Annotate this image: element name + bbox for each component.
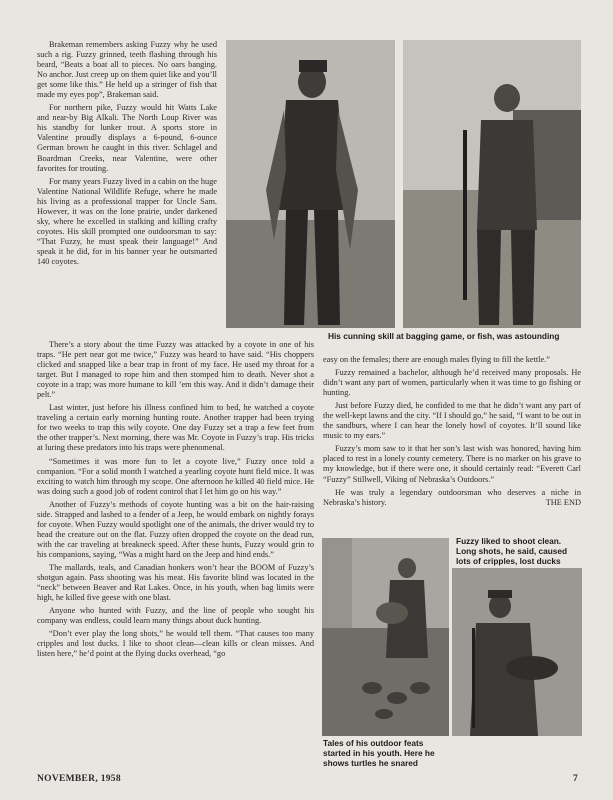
article-column-main (37, 340, 314, 662)
paragraph-text: He was truly a legendary outdoorsman who deserves a niche in Nebraska’s history. (323, 487, 581, 507)
paragraph: For northern pike, Fuzzy would hit Watts Lake and near-by Big Alkali. The North Loup River was his standby for lunker trout. A sports store in Valentine proudly displays a 6-pound, 6-ounce German brown he caught in this river. Schlagel and Boardman Creeks, near Valentine, were other favorites for trouting. (37, 103, 217, 173)
paragraph: There’s a story about the time Fuzzy was attacked by a coyote in one of his traps. “He pert near got me twice,” Fuzzy was heard to have said. “His choppers clicked and snapped like a bear trap in front of my face. He used my throat for a target. But I managed to rope him and then stomped him to death. Never shot a coyote in a trap; was more humane to kill ’em this way. And it didn’t damage their pelt.” (37, 340, 314, 400)
article-column-left (37, 40, 217, 270)
photo-turtles (322, 538, 449, 736)
article-column-right (323, 355, 581, 511)
paragraph: “Don’t ever play the long shots,” he would tell them. “That causes too many cripples and lost ducks. I like to shoot clean—clean kills or clean misses. And listen here,” he’d point at the flying ducks overhead, “go (37, 629, 314, 659)
page-number: 7 (573, 774, 579, 784)
caption-top: His cunning skill at bagging game, or fish, was astounding (328, 331, 560, 341)
caption-right: Fuzzy liked to shoot clean. Long shots, he said, caused lots of cripples, lost ducks (456, 536, 568, 566)
paragraph: Just before Fuzzy died, he confided to me that he didn’t want any part of the well-kept lawns and the city. “If I should go,” he said, “I want to be out in the sandburs, where I can hear the lonely howl of coyotes. It’ll sound like music to my ears.” (323, 401, 581, 441)
paragraph: Brakeman remembers asking Fuzzy why he used such a rig. Fuzzy grinned, teeth flashing through his beard, “Beats a boat all to pieces. No oars banging. No anchor. Just creep up on them quiet like and you’ll get some like this.” He held up a stringer of fish that made my eyes pop”, Brakeman said. (37, 40, 217, 100)
caption-left: Tales of his outdoor feats started in his youth. Here he shows turtles he snared (323, 738, 435, 768)
photo-hunter-with-gun (403, 40, 581, 328)
the-end-mark: THE END (545, 497, 581, 507)
paragraph: Anyone who hunted with Fuzzy, and the line of people who sought his company was endless, could learn many things about duck hunting. (37, 606, 314, 626)
paragraph: Another of Fuzzy’s methods of coyote hunting was a bit on the hair-raising side. Strapped and lashed to a fender of a Jeep, he would embark on nightly forays for coyote. When Fuzzy would spotlight one of the animals, the driver would try to head the creature out on the flat. Fuzzy often dropped the coyote on the dead run, with the car traveling at breakneck speed. After these hunts, Fuzzy would grin to his companions, saying, “Was a might hard on the Jeep and hind ends.” (37, 499, 314, 559)
paragraph (323, 488, 581, 508)
paragraph: “Sometimes it was more fun to let a coyote live,” Fuzzy once told a companion. “For a solid month I watched a yearling coyote hunt field mice. It was exciting to watch him through my scope. One afternoon he killed 40 field mice. He was doing such a good job of rodent control that I let him go on his way.” (37, 456, 314, 496)
photo-fish-stringer (226, 40, 395, 328)
paragraph: Fuzzy remained a bachelor, although he’d received many proposals. He didn’t want any part of women, particularly when it was time to go fishing or hunting. (323, 368, 581, 398)
paragraph: Last winter, just before his illness confined him to bed, he watched a coyote traveling a certain early morning hunting route. Another trapper had been trying for two weeks to trap this wily coyote. One day Fuzzy set a trap a few feet from the other trapper’s. Next morning, there was Mr. Coyote in Fuzzy’s trap. His tricks at luring these predators into his traps were phenomenal. (37, 403, 314, 453)
paragraph: The mallards, teals, and Canadian honkers won’t hear the BOOM of Fuzzy’s shotgun again. Pass shooting was his meat. His favorite blind was located in the “neck” between Beaver and Rat Lakes. Once, in his youth, when bag limits were high, he killed five geese with one blast. (37, 562, 314, 603)
issue-date: NOVEMBER, 1958 (37, 774, 121, 784)
photo-ducks (452, 568, 582, 736)
paragraph: Fuzzy’s mom saw to it that her son’s last wish was honored, having him placed to rest in a lonely county cemetery. There is no marker on his grave to my knowledge, but if there were one, it should certainly read: “Everett Carl “Fuzzy” Stillwell, Viking of Nebraska’s Outdoors.” (323, 444, 581, 484)
paragraph: For many years Fuzzy lived in a cabin on the huge Valentine National Wildlife Refuge, where he made his living as a professional trapper for Uncle Sam. However, it was on the lone prairie, under darkened sky, where he excelled in stalking and killing crafty coyotes. His skill prompted one outdoorsman to say: “That Fuzzy, he must speak their language!” And speak it he did, for in his banner year he outsmarted 140 coyotes. (37, 176, 217, 266)
paragraph: easy on the females; there are enough males flying to fill the kettle.” (323, 355, 550, 364)
